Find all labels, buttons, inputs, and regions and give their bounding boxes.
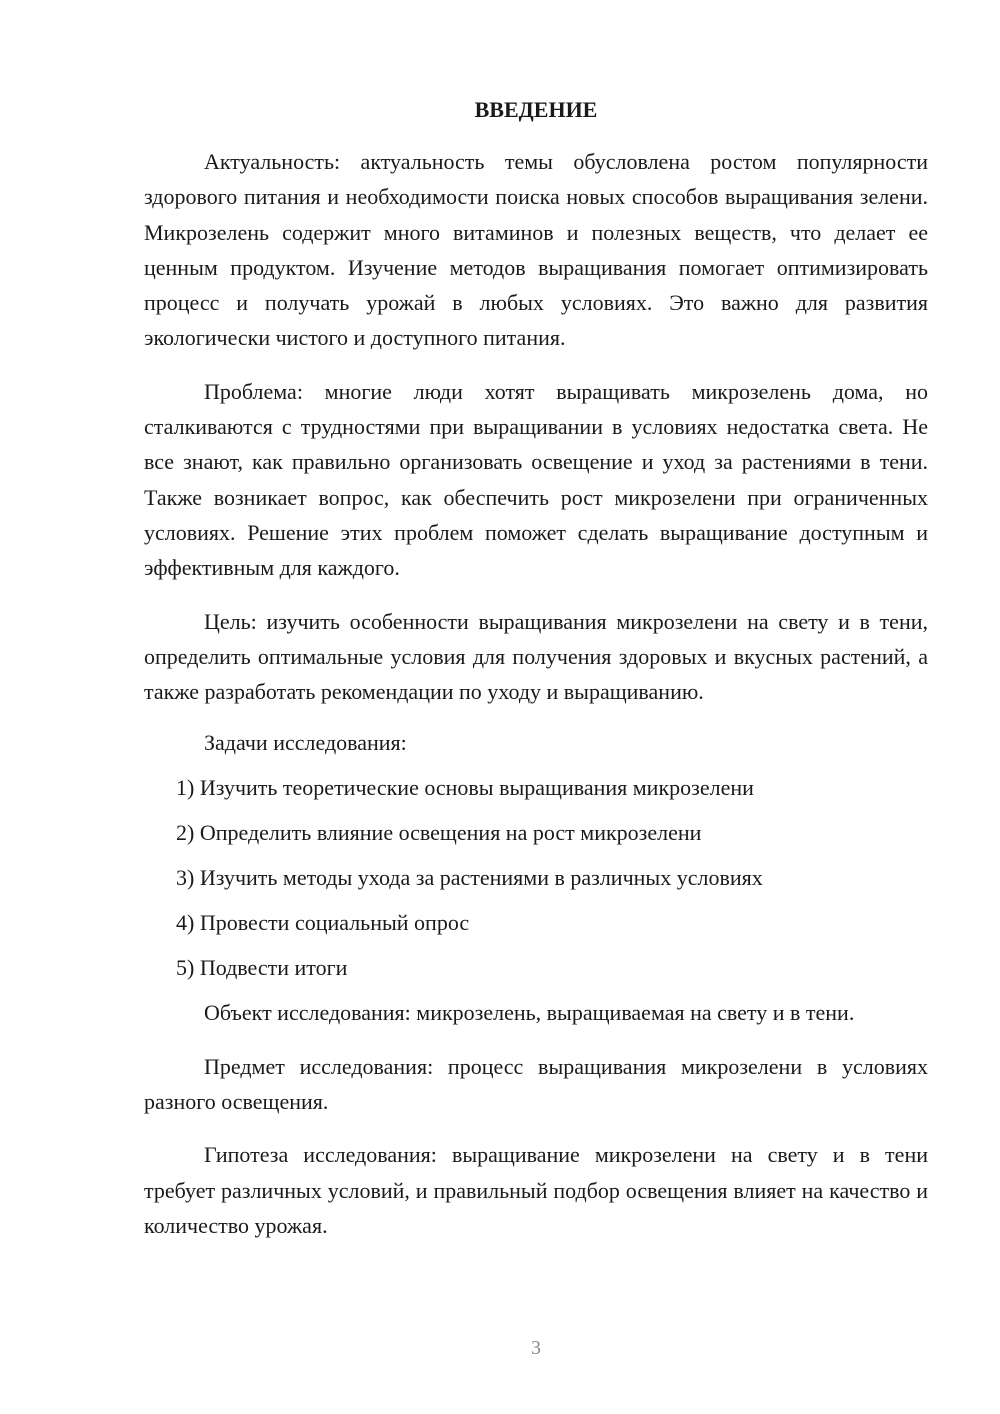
- section-title: ВВЕДЕНИЕ: [474, 97, 598, 122]
- object-paragraph: Объект исследования: микрозелень, выращиваемая на свету и в тени.: [204, 1000, 855, 1026]
- subject-paragraph: Предмет исследования: процесс выращивания микрозелени в условиях разного освещения.: [144, 1053, 928, 1115]
- goal-paragraph: Цель: изучить особенности выращивания микрозелени на свету и в тени, определить оптимальные условия для получения здоровых и вкусных растений, а также разработать рекомендации по уходу и выращиванию.: [144, 608, 928, 705]
- task-item: 1) Изучить теоретические основы выращивания микрозелени: [176, 775, 754, 801]
- tasks-heading: Задачи исследования:: [204, 730, 407, 756]
- page-number: 3: [531, 1337, 541, 1359]
- tasks-list: [144, 770, 928, 985]
- task-item: 3) Изучить методы ухода за растениями в различных условиях: [176, 865, 763, 891]
- relevance-paragraph: Актуальность: актуальность темы обусловлена ростом популярности здорового питания и необходимости поиска новых способов выращивания зелени. Микрозелень содержит много витаминов и полезных веществ, что делает ее ценным продуктом. Изучение методов выращивания помогает оптимизировать процесс и получать урожай в любых условиях. Это важно для развития экологически чистого и доступного питания.: [144, 149, 928, 351]
- task-item: 5) Подвести итоги: [176, 955, 348, 981]
- problem-paragraph: Проблема: многие люди хотят выращивать микрозелень дома, но сталкиваются с трудностями при выращивании в условиях недостатка света. Не все знают, как правильно организовать освещение и уход за растениями в тени. Также возникает вопрос, как обеспечить рост микрозелени при ограниченных условиях. Решение этих проблем поможет сделать выращивание доступным и эффективным для каждого.: [144, 378, 928, 581]
- document-body: [144, 92, 928, 1243]
- task-item: 2) Определить влияние освещения на рост микрозелени: [176, 820, 702, 846]
- hypothesis-paragraph: Гипотеза исследования: выращивание микрозелени на свету и в тени требует различных условий, и правильный подбор освещения влияет на качество и количество урожая.: [144, 1142, 928, 1238]
- task-item: 4) Провести социальный опрос: [176, 910, 470, 936]
